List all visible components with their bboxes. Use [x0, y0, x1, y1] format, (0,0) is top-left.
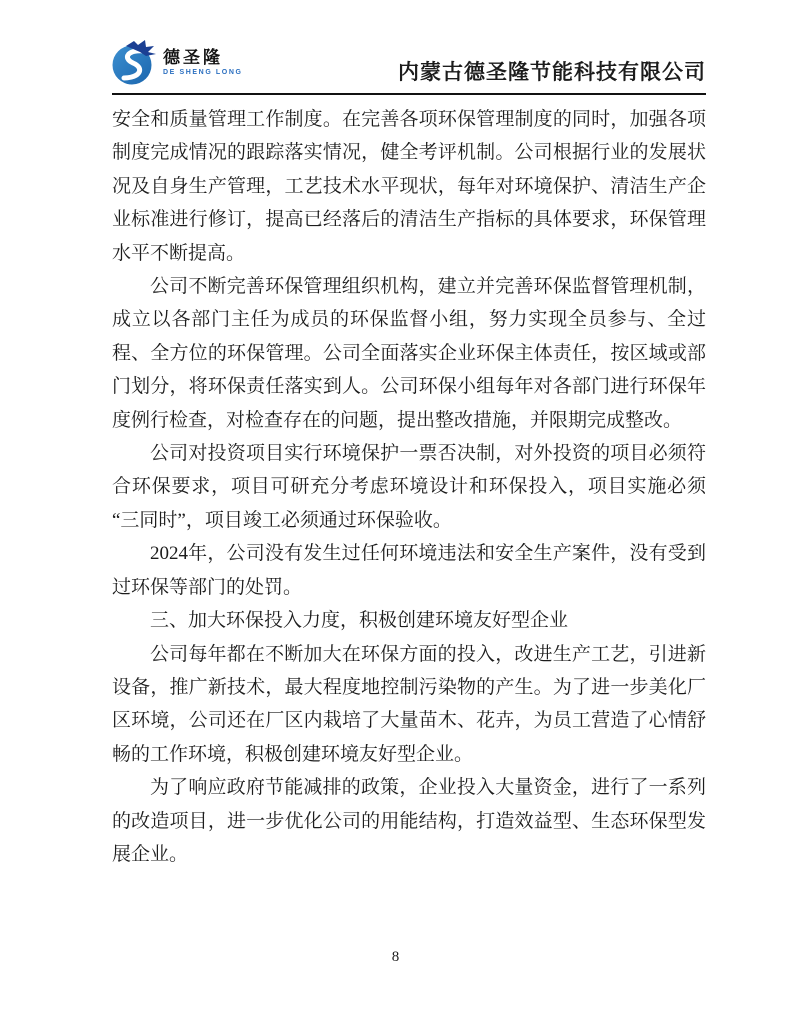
body-paragraph: 为了响应政府节能减排的政策，企业投入大量资金，进行了一系列的改造项目，进一步优化公司的用能结构，打造效益型、生态环保型发展企业。: [112, 777, 706, 865]
body-paragraph: 公司对投资项目实行环境保护一票否决制，对外投资的项目必须符合环保要求，项目可研充分考虑环境设计和环保投入，项目实施必须“三同时”，项目竣工必须通过环保验收。: [112, 443, 706, 531]
body-paragraph: 安全和质量管理工作制度。在完善各项环保管理制度的同时，加强各项制度完成情况的跟踪落实情况，健全考评机制。公司根据行业的发展状况及自身生产管理，工艺技术水平现状，每年对环境保护、清洁生产企业标准进行修订，提高已经落后的清洁生产指标的具体要求，环保管理水平不断提高。: [112, 109, 706, 264]
body-paragraph: 公司每年都在不断加大在环保方面的投入，改进生产工艺，引进新设备，推广新技术，最大程度地控制污染物的产生。为了进一步美化厂区环境，公司还在厂区内栽培了大量苗木、花卉，为员工营造了心情舒畅的工作环境，积极创建环境友好型企业。: [112, 643, 706, 765]
body-paragraph: 2024年，公司没有发生过任何环境违法和安全生产案件，没有受到过环保等部门的处罚。: [112, 543, 706, 598]
logo-name-cn: 德圣隆: [163, 48, 223, 67]
page-number: 8: [391, 949, 400, 965]
company-name: 内蒙古德圣隆节能科技有限公司: [398, 60, 706, 84]
logo-wordmark: [163, 38, 243, 76]
page-header: [112, 0, 706, 95]
section-heading: 三、加大环保投入力度，积极创建环境友好型企业: [150, 610, 569, 632]
logo-name-en: DE SHENG LONG: [163, 69, 243, 76]
company-logo: [112, 38, 243, 86]
logo-dragon-s-icon: [112, 38, 158, 86]
body-paragraph: 公司不断完善环保管理组织机构，建立并完善环保监督管理机制，成立以各部门主任为成员的环保监督小组，努力实现全员参与、全过程、全方位的环保管理。公司全面落实企业环保主体责任，按区域或部门划分，将环保责任落实到人。公司环保小组每年对各部门进行环保年度例行检查，对检查存在的问题，提出整改措施，并限期完成整改。: [112, 276, 706, 431]
document-body: [112, 95, 706, 871]
